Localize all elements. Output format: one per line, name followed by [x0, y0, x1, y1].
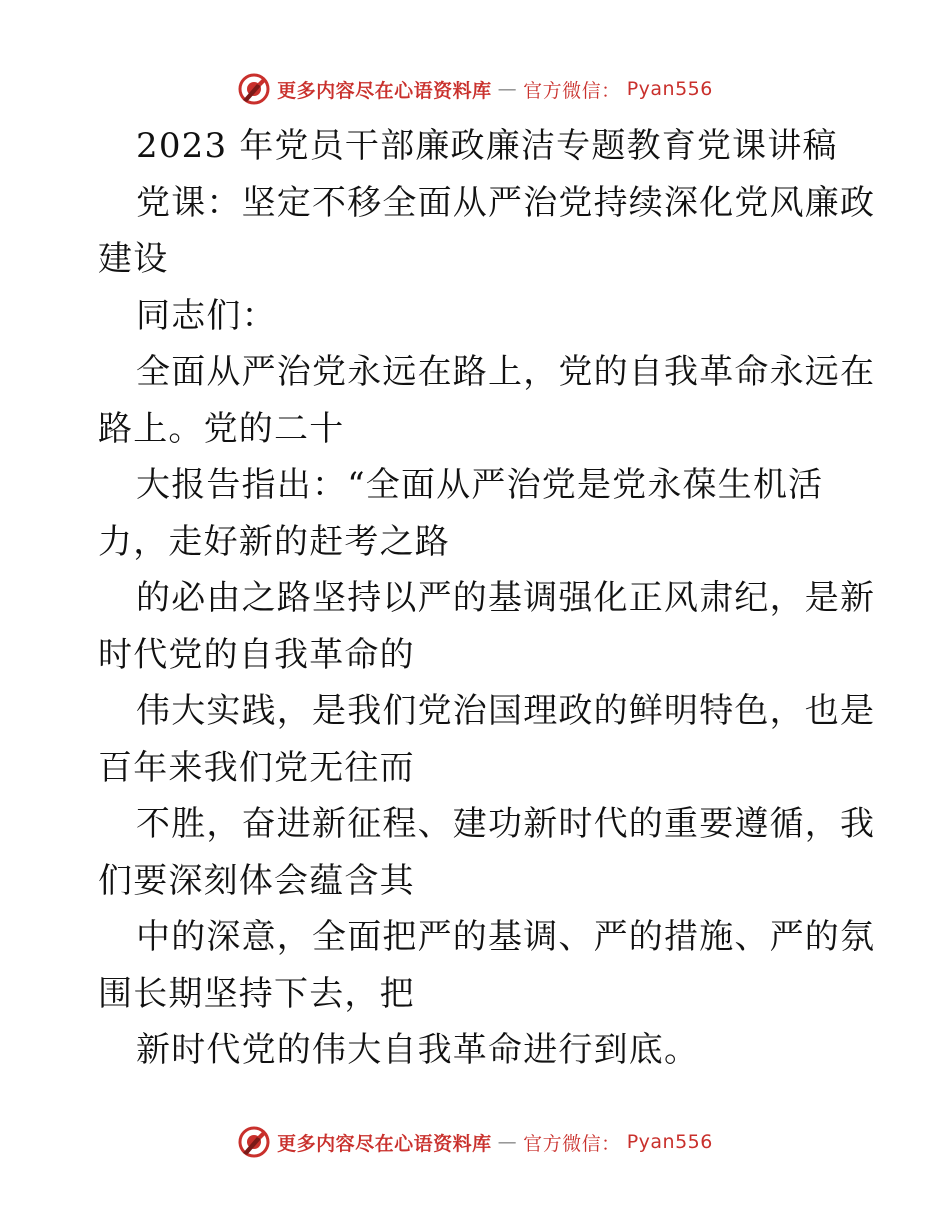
body-line: 伟大实践，是我们党治国理政的鲜明特色，也是 — [136, 691, 876, 731]
body-line: 的必由之路坚持以严的基调强化正风肃纪，是新 — [136, 578, 876, 618]
body-line: 全面从严治党永远在路上，党的自我革命永远在 — [136, 352, 876, 392]
watermark-main-text: 更多内容尽在心语资料库 — [277, 79, 492, 102]
body-line: 不胜，奋进新征程、建功新时代的重要遵循，我 — [136, 804, 876, 844]
watermark-dash: — — [497, 1131, 518, 1153]
body-line: 大报告指出：“全面从严治党是党永葆生机活 — [136, 465, 824, 505]
body-line: 围长期坚持下去，把 — [98, 973, 415, 1014]
header-watermark — [0, 72, 950, 106]
pen-circle-logo-icon — [237, 72, 271, 106]
body-line: 们要深刻体会蕴含其 — [98, 860, 415, 901]
body-line: 中的深意，全面把严的基调、严的措施、严的氛 — [136, 917, 876, 957]
watermark-dash: — — [497, 78, 518, 100]
watermark-wechat-label: 官方微信： — [523, 1132, 621, 1155]
body-line: 路上。党的二十 — [98, 408, 345, 449]
body-line: 百年来我们党无往而 — [98, 747, 415, 788]
salutation: 同志们： — [136, 295, 277, 336]
document-body — [98, 118, 876, 1079]
footer-watermark — [0, 1125, 950, 1159]
body-line: 力，走好新的赶考之路 — [98, 521, 450, 562]
document-title: 2023 年党员干部廉政廉洁专题教育党课讲稿 — [136, 126, 838, 166]
watermark-wechat-id: Pyan556 — [626, 1131, 713, 1153]
watermark-wechat-id: Pyan556 — [626, 78, 713, 100]
body-line: 新时代党的伟大自我革命进行到底。 — [136, 1030, 700, 1070]
lesson-title-line: 党课：坚定不移全面从严治党持续深化党风廉政 — [136, 182, 876, 223]
body-line: 时代党的自我革命的 — [98, 634, 415, 675]
watermark-main-text: 更多内容尽在心语资料库 — [277, 1132, 492, 1155]
watermark-wechat-label: 官方微信： — [523, 79, 621, 102]
pen-circle-logo-icon — [237, 1125, 271, 1159]
lesson-title-line: 建设 — [98, 239, 169, 279]
